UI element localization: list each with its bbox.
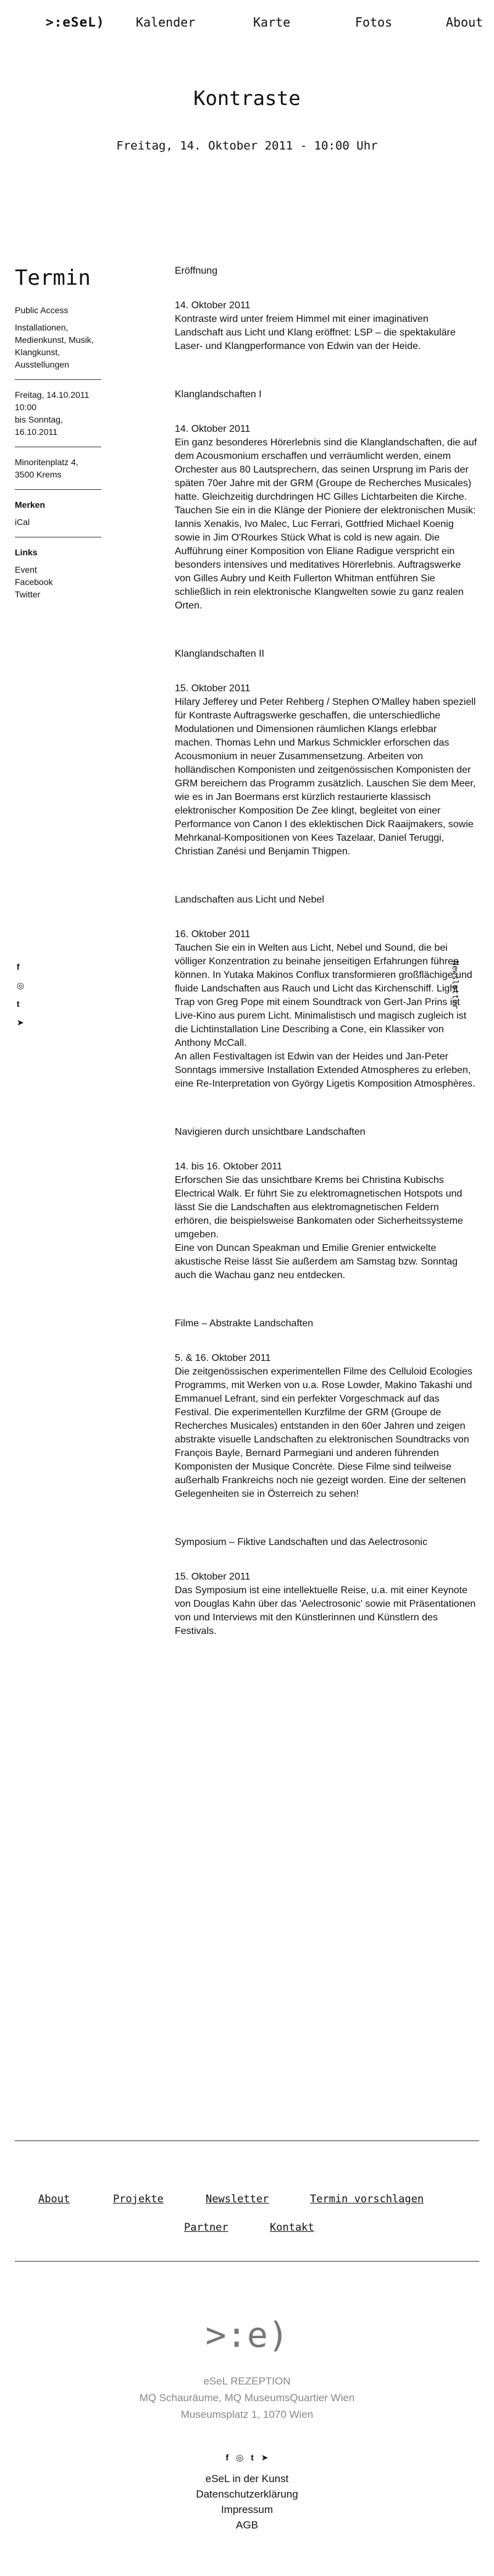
event-description bbox=[175, 264, 477, 1673]
twitter-icon[interactable]: t bbox=[251, 2452, 254, 2462]
section-heading: Navigieren durch unsichtbare Landschaften bbox=[175, 1127, 366, 1137]
section-text: Das Symposium ist eine intellektuelle Reise, u.a. mit einer Keynote von Douglas Kahn über das 'Aelectrosonic' sowie mit Präsentationen von und Interviews mit den Künstlerinnen und Künstlern des Festivals. bbox=[175, 1585, 476, 1636]
sidebar-heading: Termin bbox=[15, 266, 91, 290]
section-date: 16. Oktober 2011 bbox=[175, 929, 251, 940]
address-city: 3500 Krems bbox=[15, 469, 62, 479]
footer-logo[interactable]: >:e) bbox=[205, 2315, 289, 2355]
section-text-2: An allen Festivaltagen ist Edwin van der Heides und Jan-Peter Sonntags immersive Installation Extended Atmospheres zu erleben, eine Re-Interpretation von György Ligetis Komposition Atmosphères. bbox=[175, 1051, 475, 1089]
event-date: Freitag, 14. Oktober 2011 - 10:00 Uhr bbox=[116, 139, 378, 153]
twitter-icon[interactable]: t bbox=[17, 999, 20, 1009]
footer-legal-links bbox=[0, 2471, 494, 2533]
newsletter-tab[interactable]: Newsletter bbox=[450, 961, 459, 1009]
section-date: 15. Oktober 2011 bbox=[175, 1572, 251, 1582]
facebook-icon[interactable]: f bbox=[225, 2452, 229, 2462]
time-end-date: 16.10.2011 bbox=[15, 427, 58, 437]
link-twitter[interactable]: Twitter bbox=[15, 589, 41, 599]
footer-link-esel-in-der-kunst[interactable]: eSeL in der Kunst bbox=[205, 2473, 289, 2485]
footer-org-venue: MQ Schauräume, MQ MuseumsQuartier Wien bbox=[139, 2392, 355, 2404]
time-block bbox=[15, 389, 101, 447]
nav-item-kalender[interactable]: Kalender bbox=[136, 15, 196, 30]
footer-link-projekte[interactable]: Projekte bbox=[113, 2193, 164, 2205]
telegram-icon[interactable]: ➤ bbox=[17, 1017, 24, 1027]
link-facebook[interactable]: Facebook bbox=[15, 577, 53, 587]
program-section bbox=[175, 1317, 477, 1501]
footer-link-about[interactable]: About bbox=[38, 2193, 70, 2205]
footer-divider-top bbox=[15, 2140, 479, 2141]
program-section bbox=[175, 647, 477, 859]
instagram-icon[interactable]: ◎ bbox=[236, 2452, 244, 2462]
time-start-hour: 10:00 bbox=[15, 402, 37, 412]
section-text: Kontraste wird unter freiem Himmel mit einer imaginativen Landschaft aus Licht und Klang eröffnet: LSP – die spektakuläre Laser- und Klangperformance von Edwin van der Heide. bbox=[175, 314, 456, 351]
program-section bbox=[175, 1536, 477, 1638]
footer-link-impressum[interactable]: Impressum bbox=[220, 2504, 274, 2515]
address-street: Minoritenplatz 4, bbox=[15, 457, 78, 467]
footer-link-partner[interactable]: Partner bbox=[184, 2221, 228, 2234]
program-section bbox=[175, 893, 477, 1091]
time-start-date: Freitag, 14.10.2011 bbox=[15, 390, 90, 400]
merken-heading: Merken bbox=[15, 500, 46, 510]
section-heading: Klanglandschaften I bbox=[175, 389, 262, 400]
social-icons bbox=[17, 958, 24, 1032]
address-block bbox=[15, 456, 101, 490]
top-navigation bbox=[0, 0, 494, 49]
category-block bbox=[15, 304, 101, 380]
section-heading: Symposium – Fiktive Landschaften und das Aelectrosonic bbox=[175, 1537, 428, 1547]
footer-divider-bottom bbox=[15, 2261, 479, 2262]
footer-link-kontakt[interactable]: Kontakt bbox=[270, 2221, 314, 2234]
time-until: bis Sonntag, bbox=[15, 415, 63, 424]
footer-org-address: Museumsplatz 1, 1070 Wien bbox=[180, 2409, 314, 2420]
ical-link[interactable]: iCal bbox=[15, 517, 30, 527]
footer-link-newsletter[interactable]: Newsletter bbox=[206, 2193, 269, 2205]
section-text: Die zeitgenössischen experimentellen Filme des Celluloid Ecologies Programms, mit Werken von u.a. Rose Lowder, Makino Takashi und Emmanuel Lefrant, sind ein perfekter Vorgeschmack auf das Festival. Die experimentellen Kurzfilme der GRM (Groupe de Recherches Musicales) entstanden in den 60er Jahren und zeigen abstrakte visuelle Landschaften zu elektronischen Soundtracks von François Bayle, Bernard Parmegiani und anderen führenden Komponisten der Musique Concrète. Diese Filme sind teilweise außerhalb Frankreichs noch nie gezeigt worden. Eine der seltenen Gelegenheiten sie in Österreich zu sehen! bbox=[175, 1366, 473, 1499]
section-text: Hilary Jefferey und Peter Rehberg / Stephen O'Malley haben speziell für Kontraste Auftragswerke geschaffen, die unterschiedliche Modulationen und Dimensionen räumlichen Klangs erlebbar machen. Thomas Lehn und Markus Schmickler erforschen das Acousmonium in neuer Zusammensetzung. Arbeiten von holländischen Komponisten und zeitgenössischen Komponisten der GRM bereichern das Programm zusätzlich. Lauschen Sie dem Meer, wie es in Jan Boermans erst kürzlich restaurierte klassisch elektronischer Komposition De Zee klingt, begleitet von einer Performance von Canon I des eklektischen Dick Raaijmakers, sowie Mehrkanal-Kompositionen von Kees Tazelaar, Daniel Teruggi, Christian Zanési und Benjamin Thigpen. bbox=[175, 697, 476, 857]
section-date: 14. bis 16. Oktober 2011 bbox=[175, 1161, 283, 1172]
nav-item-fotos[interactable]: Fotos bbox=[355, 15, 393, 30]
event-sidebar bbox=[15, 266, 101, 618]
nav-item-about[interactable]: About bbox=[446, 15, 484, 30]
section-text: Erforschen Sie das unsichtbare Krems bei Christina Kubischs Electrical Walk. Er führt Sie zu elektromagnetischen Hotspots und lässt Sie die Landschaften aus elektromagnetischen Feldern erhören, die beispielsweise Bankomaten oder Sicherheitssysteme umgeben. bbox=[175, 1175, 463, 1240]
program-section bbox=[175, 1126, 477, 1282]
footer-link-termin-vorschlagen[interactable]: Termin vorschlagen bbox=[310, 2193, 424, 2205]
footer-link-datenschutz[interactable]: Datenschutzerklärung bbox=[196, 2488, 298, 2500]
section-date: 14. Oktober 2011 bbox=[175, 300, 251, 311]
section-text: Tauchen Sie ein in Welten aus Licht, Nebel und Sound, die bei völliger Konzentration zu beinahe jenseitigen Erfahrungen führen können. In Yutaka Makinos Conflux transformieren großflächige und fluide Landschaften aus Rauch und Licht das Kirchenschiff. Light Trap von Greg Pope mit einem Soundtrack von Gert-Jan Prins ist Live-Kino aus purem Licht. Minimalistisch und magisch zugleich ist die Lichtinstallation Line Describing a Cone, ein Klassiker von Anthony McCall. bbox=[175, 943, 472, 1048]
links-heading: Links bbox=[15, 547, 38, 557]
section-text: Ein ganz besonderes Hörerlebnis sind die Klanglandschaften, die auf dem Acousmonium erschaffen und verräumlicht werden, einem Orchester aus 80 Lautsprechern, das seinen Ursprung im Paris der späten 70er Jahre mit der GRM (Groupe de Recherches Musicales) hatte. Gleichzeitig durchdringen HC Gilles Lichtarbeiten die Kirche. Tauchen Sie ein in die Klänge der Pioniere der elektronischen Musik: Iannis Xenakis, Ivo Malec, Luc Ferrari, Gottfried Michael Koenig sowie in Jim O'Rourkes Stück What is cold is new again. Die Aufführung einer Komposition von Eliane Radigue verspricht ein besonders intensives und meditatives Hörerlebnis. Auftragswerke von Gilles Aubry und Keith Fullerton Whitman entführen Sie schließlich in rein elektronische Klangwelten sowie zu ganz realen Orten. bbox=[175, 437, 477, 611]
section-heading: Landschaften aus Licht und Nebel bbox=[175, 894, 324, 905]
merken-block bbox=[15, 499, 101, 537]
section-heading: Eröffnung bbox=[175, 266, 218, 276]
footer-org-name: eSeL REZEPTION bbox=[203, 2375, 291, 2387]
telegram-icon[interactable]: ➤ bbox=[261, 2452, 269, 2462]
footer-social-icons bbox=[0, 2452, 494, 2463]
section-date: 5. & 16. Oktober 2011 bbox=[175, 1353, 271, 1363]
section-date: 15. Oktober 2011 bbox=[175, 683, 251, 694]
categories-list: Installationen, Medienkunst, Musik, Klangkunst, Ausstellungen bbox=[15, 322, 94, 369]
section-date: 14. Oktober 2011 bbox=[175, 424, 251, 434]
page-title: Kontraste bbox=[193, 86, 301, 110]
facebook-icon[interactable]: f bbox=[17, 962, 20, 972]
links-block bbox=[15, 546, 101, 609]
access-label: Public Access bbox=[15, 305, 69, 315]
link-event[interactable]: Event bbox=[15, 565, 37, 575]
site-logo[interactable]: >:eSeL) bbox=[46, 15, 105, 30]
nav-item-karte[interactable]: Karte bbox=[253, 15, 291, 30]
section-text-2: Eine von Duncan Speakman und Emilie Grenier entwickelte akustische Reise lässt Sie außerdem am Samstag bzw. Sonntag auch die Wachau ganz neu entdecken. bbox=[175, 1243, 458, 1281]
program-section bbox=[175, 264, 477, 353]
section-heading: Filme – Abstrakte Landschaften bbox=[175, 1318, 314, 1329]
section-heading: Klanglandschaften II bbox=[175, 649, 264, 659]
instagram-icon[interactable]: ◎ bbox=[17, 980, 25, 990]
footer-link-agb[interactable]: AGB bbox=[236, 2519, 258, 2531]
program-section bbox=[175, 388, 477, 613]
